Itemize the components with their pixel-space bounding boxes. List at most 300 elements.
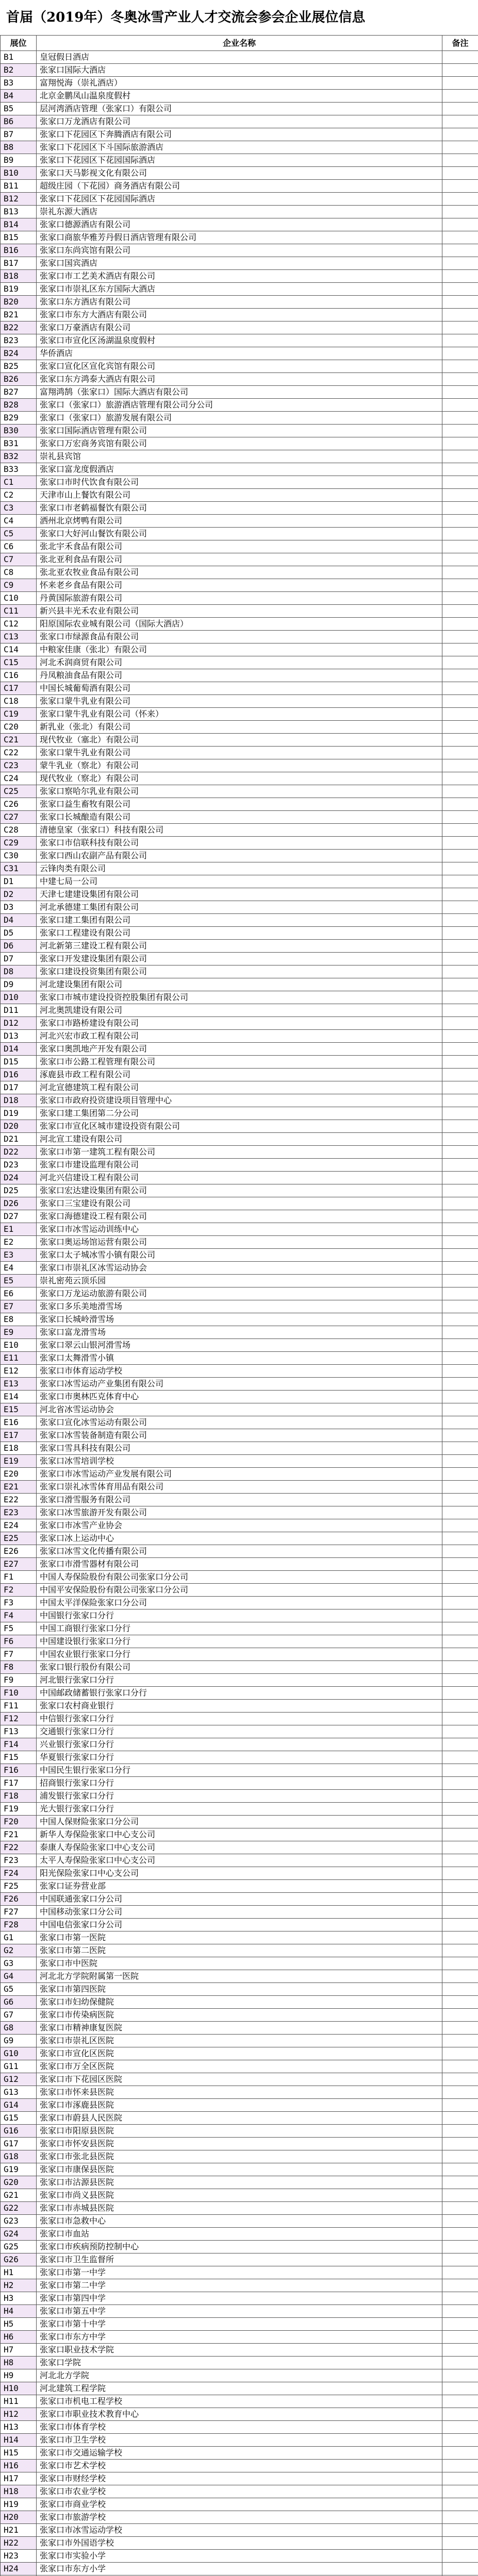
note-cell	[442, 2228, 478, 2241]
note-cell	[442, 2460, 478, 2472]
note-cell	[442, 1275, 478, 1287]
company-cell: 丹凤粮油食品有限公司	[37, 669, 442, 682]
note-cell	[442, 1056, 478, 1069]
company-cell: 张家口多乐美地滑雪场	[37, 1300, 442, 1313]
booth-cell: B24	[1, 347, 37, 360]
note-cell	[442, 128, 478, 141]
note-cell	[442, 1622, 478, 1635]
booth-cell: D21	[1, 1133, 37, 1146]
company-cell: 张家口市财经学校	[37, 2472, 442, 2485]
table-row	[1, 1635, 478, 1648]
company-cell: 河北兴宏市政工程有限公司	[37, 1030, 442, 1043]
table-row	[1, 1944, 478, 1957]
booth-cell: F6	[1, 1635, 37, 1648]
company-cell: 张家口市老鹤福餐饮有限公司	[37, 502, 442, 515]
booth-cell: G12	[1, 2073, 37, 2086]
table-row	[1, 2472, 478, 2485]
booth-cell: E10	[1, 1339, 37, 1352]
company-cell: 张家口市第十中学	[37, 2318, 442, 2331]
note-cell	[442, 605, 478, 618]
table-row	[1, 618, 478, 631]
booth-cell: H24	[1, 2563, 37, 2575]
table-row	[1, 1777, 478, 1790]
note-cell	[442, 1403, 478, 1416]
note-cell	[442, 1069, 478, 1081]
table-row	[1, 2357, 478, 2369]
booth-cell: G11	[1, 2060, 37, 2073]
booth-cell: D2	[1, 888, 37, 901]
booth-cell: F14	[1, 1738, 37, 1751]
table-row	[1, 1661, 478, 1674]
table-row	[1, 2344, 478, 2357]
company-cell: 张北亚农牧业食品有限公司	[37, 566, 442, 579]
company-cell: 张家口万宏商务宾馆有限公司	[37, 437, 442, 450]
table-row	[1, 2305, 478, 2318]
note-cell	[442, 1210, 478, 1223]
company-cell: 张家口市商业学校	[37, 2498, 442, 2511]
note-cell	[442, 1120, 478, 1133]
table-row	[1, 1790, 478, 1803]
note-cell	[442, 978, 478, 991]
company-cell: 张家口下花园区下斗国际旅游酒店	[37, 141, 442, 154]
booth-cell: E8	[1, 1313, 37, 1326]
table-row	[1, 1056, 478, 1069]
table-row	[1, 1133, 478, 1146]
company-cell: 张家口市第一医院	[37, 1931, 442, 1944]
note-cell	[442, 914, 478, 927]
company-cell: 中国联通张家口分公司	[37, 1893, 442, 1906]
table-row	[1, 1468, 478, 1481]
note-cell	[442, 1262, 478, 1275]
company-cell: 中国工商银行张家口分行	[37, 1622, 442, 1635]
table-row	[1, 2035, 478, 2047]
table-row	[1, 1378, 478, 1391]
booth-cell: F16	[1, 1764, 37, 1777]
booth-cell: H14	[1, 2434, 37, 2447]
booth-cell: B26	[1, 373, 37, 386]
company-cell: 张家口冰雪运动产业集团有限公司	[37, 1378, 442, 1391]
note-cell	[442, 785, 478, 798]
booth-cell: E19	[1, 1455, 37, 1468]
company-cell: 中国人保财险张家口分公司	[37, 1816, 442, 1828]
booth-cell: C20	[1, 721, 37, 734]
company-cell: 中粮家佳康（张北）有限公司	[37, 643, 442, 656]
booth-cell: G6	[1, 1996, 37, 2009]
note-cell	[442, 643, 478, 656]
booth-cell: G20	[1, 2176, 37, 2189]
note-cell	[442, 1352, 478, 1365]
company-cell: 张家口市冰雪运动产业发展有限公司	[37, 1468, 442, 1481]
table-row	[1, 978, 478, 991]
note-cell	[442, 1764, 478, 1777]
booth-cell: E5	[1, 1275, 37, 1287]
company-cell: 张家口蒙牛乳业有限公司	[37, 747, 442, 759]
company-cell: 张家口市精神康复医院	[37, 2022, 442, 2035]
table-row	[1, 862, 478, 875]
company-cell: 张家口市万全区医院	[37, 2060, 442, 2073]
company-cell: 河北建设集团有限公司	[37, 978, 442, 991]
company-cell: 中国电信张家口分公司	[37, 1919, 442, 1931]
company-cell: 河北北方学院	[37, 2369, 442, 2382]
booth-cell: F25	[1, 1880, 37, 1893]
note-cell	[442, 2524, 478, 2537]
table-row	[1, 283, 478, 296]
table-row	[1, 1172, 478, 1184]
table-row	[1, 1519, 478, 1532]
note-cell	[442, 1957, 478, 1970]
booth-cell: F28	[1, 1919, 37, 1931]
note-cell	[442, 540, 478, 553]
booth-cell: C6	[1, 540, 37, 553]
table-row	[1, 1738, 478, 1751]
note-cell	[442, 1803, 478, 1816]
note-cell	[442, 1790, 478, 1803]
table-row	[1, 2421, 478, 2434]
booth-cell: C17	[1, 682, 37, 695]
company-cell: 张家口东方酒店有限公司	[37, 296, 442, 309]
table-row	[1, 1455, 478, 1468]
table-row	[1, 1506, 478, 1519]
booth-cell: C11	[1, 605, 37, 618]
note-cell	[442, 2099, 478, 2112]
company-cell: 太平人寿保险张家口中心支公司	[37, 1854, 442, 1867]
table-row	[1, 2073, 478, 2086]
booth-cell: H12	[1, 2408, 37, 2421]
note-cell	[442, 669, 478, 682]
note-cell	[442, 1648, 478, 1661]
booth-cell: E25	[1, 1532, 37, 1545]
company-cell: 崇礼东源大酒店	[37, 206, 442, 218]
table-row	[1, 1906, 478, 1919]
note-cell	[442, 1159, 478, 1172]
booth-cell: B21	[1, 309, 37, 321]
booth-cell: E23	[1, 1506, 37, 1519]
booth-cell: H22	[1, 2537, 37, 2550]
company-cell: 丹黄国际旅游有限公司	[37, 592, 442, 605]
company-cell: 张家口市崇礼区医院	[37, 2035, 442, 2047]
booth-cell: E6	[1, 1287, 37, 1300]
table-row	[1, 1017, 478, 1030]
note-cell	[442, 1223, 478, 1236]
note-cell	[442, 1184, 478, 1197]
note-cell	[442, 850, 478, 862]
table-row	[1, 772, 478, 785]
table-row	[1, 1223, 478, 1236]
booth-cell: B14	[1, 218, 37, 231]
booth-cell: F24	[1, 1867, 37, 1880]
note-cell	[442, 1545, 478, 1558]
booth-cell: G10	[1, 2047, 37, 2060]
table-row	[1, 1983, 478, 1996]
booth-cell: B5	[1, 103, 37, 115]
table-row	[1, 888, 478, 901]
booth-cell: C8	[1, 566, 37, 579]
company-cell: 张家口太舞滑雪小镇	[37, 1352, 442, 1365]
table-row	[1, 231, 478, 244]
note-cell	[442, 2434, 478, 2447]
table-row	[1, 103, 478, 115]
note-cell	[442, 1468, 478, 1481]
note-cell	[442, 115, 478, 128]
note-cell	[442, 759, 478, 772]
table-row	[1, 425, 478, 437]
table-row	[1, 1674, 478, 1687]
company-cell: 现代牧业（察北）有限公司	[37, 772, 442, 785]
company-cell: 张家口开发建设集团有限公司	[37, 953, 442, 965]
booth-cell: B32	[1, 450, 37, 463]
table-row	[1, 798, 478, 811]
table-row	[1, 1751, 478, 1764]
note-cell	[442, 489, 478, 502]
booth-cell: C2	[1, 489, 37, 502]
booth-cell: D10	[1, 991, 37, 1004]
booth-cell: B30	[1, 425, 37, 437]
company-cell: 中国建设银行张家口分行	[37, 1635, 442, 1648]
table-row	[1, 2408, 478, 2421]
company-cell: 张家口市政府投资建设项目管理中心	[37, 1094, 442, 1107]
note-cell	[442, 940, 478, 953]
booth-cell: C3	[1, 502, 37, 515]
table-row	[1, 1120, 478, 1133]
company-cell: 怀来老乡食品有限公司	[37, 579, 442, 592]
table-row	[1, 1957, 478, 1970]
note-cell	[442, 309, 478, 321]
table-row	[1, 502, 478, 515]
booth-cell: G1	[1, 1931, 37, 1944]
note-cell	[442, 566, 478, 579]
note-cell	[442, 1017, 478, 1030]
table-row	[1, 1391, 478, 1403]
company-cell: 张家口滑雪服务有限公司	[37, 1494, 442, 1506]
table-row	[1, 347, 478, 360]
company-cell: 张家口国宾酒店	[37, 257, 442, 270]
table-row	[1, 2395, 478, 2408]
booth-cell: B7	[1, 128, 37, 141]
note-cell	[442, 1416, 478, 1429]
booth-cell: G14	[1, 2099, 37, 2112]
booth-cell: D14	[1, 1043, 37, 1056]
company-cell: 招商银行张家口分行	[37, 1777, 442, 1790]
note-cell	[442, 2550, 478, 2563]
table-row	[1, 1545, 478, 1558]
booth-cell: F9	[1, 1674, 37, 1687]
note-cell	[442, 631, 478, 643]
company-cell: 河北兴信建设工程有限公司	[37, 1172, 442, 1184]
table-row	[1, 1210, 478, 1223]
company-cell: 张家口市第四中学	[37, 2292, 442, 2305]
booth-cell: B2	[1, 64, 37, 77]
company-cell: 张家口万龙运动旅游有限公司	[37, 1287, 442, 1300]
booth-cell: E24	[1, 1519, 37, 1532]
company-cell: 中国民生银行张家口分行	[37, 1764, 442, 1777]
booth-cell: F12	[1, 1713, 37, 1725]
note-cell	[442, 1661, 478, 1674]
table-row	[1, 141, 478, 154]
note-cell	[442, 1365, 478, 1378]
table-row	[1, 1880, 478, 1893]
company-cell: 张家口富龙度假酒店	[37, 463, 442, 476]
booth-cell: D20	[1, 1120, 37, 1133]
note-cell	[442, 270, 478, 283]
note-cell	[442, 1713, 478, 1725]
booth-cell: B13	[1, 206, 37, 218]
company-cell: 张家口冰雪旅游开发有限公司	[37, 1506, 442, 1519]
note-cell	[442, 1751, 478, 1764]
table-row	[1, 927, 478, 940]
note-cell	[442, 244, 478, 257]
table-row	[1, 540, 478, 553]
table-row	[1, 1648, 478, 1661]
note-cell	[442, 2408, 478, 2421]
booth-cell: G21	[1, 2189, 37, 2202]
company-cell: 张家口市卫生监督所	[37, 2253, 442, 2266]
booth-cell: H18	[1, 2485, 37, 2498]
company-cell: 超级庄园（下花园）商务酒店有限公司	[37, 180, 442, 193]
table-row	[1, 2485, 478, 2498]
booth-cell: B31	[1, 437, 37, 450]
booth-cell: F2	[1, 1584, 37, 1597]
company-cell: 中国平安保险股份有限公司张家口分公司	[37, 1584, 442, 1597]
booth-cell: C27	[1, 811, 37, 824]
table-row	[1, 901, 478, 914]
booth-cell: D16	[1, 1069, 37, 1081]
note-cell	[442, 1532, 478, 1545]
note-cell	[442, 1172, 478, 1184]
booth-cell: D18	[1, 1094, 37, 1107]
booth-cell: H23	[1, 2550, 37, 2563]
table-row	[1, 2228, 478, 2241]
booth-cell: C1	[1, 476, 37, 489]
booth-cell: G15	[1, 2112, 37, 2125]
table-row	[1, 2215, 478, 2228]
booth-cell: H11	[1, 2395, 37, 2408]
note-cell	[442, 2202, 478, 2215]
booth-cell: G22	[1, 2202, 37, 2215]
note-cell	[442, 824, 478, 837]
table-row	[1, 1146, 478, 1159]
company-cell: 张家口蒙牛乳业有限公司	[37, 695, 442, 708]
booth-cell: E4	[1, 1262, 37, 1275]
table-row	[1, 747, 478, 759]
booth-cell: H16	[1, 2460, 37, 2472]
note-cell	[442, 2189, 478, 2202]
company-cell: 中建七局一公司	[37, 875, 442, 888]
table-row	[1, 1571, 478, 1584]
table-row	[1, 399, 478, 412]
note-cell	[442, 721, 478, 734]
note-cell	[442, 772, 478, 785]
booth-cell: C9	[1, 579, 37, 592]
table-row	[1, 244, 478, 257]
note-cell	[442, 2279, 478, 2292]
company-cell: 张家口宏达建设集团有限公司	[37, 1184, 442, 1197]
table-row	[1, 1287, 478, 1300]
company-cell: 中国太平洋保险张家口分公司	[37, 1597, 442, 1609]
note-cell	[442, 862, 478, 875]
company-cell: 张家口宣化冰雪运动有限公司	[37, 1416, 442, 1429]
company-cell: 崇礼县宾馆	[37, 450, 442, 463]
table-row	[1, 1094, 478, 1107]
table-row	[1, 1867, 478, 1880]
company-cell: 河北建筑工程学院	[37, 2382, 442, 2395]
company-cell: 张家口职业技术学院	[37, 2344, 442, 2357]
company-cell: 张家口太子城冰雪小镇有限公司	[37, 1249, 442, 1262]
table-row	[1, 1403, 478, 1416]
company-cell: 张家口市冰雪运动训练中心	[37, 1223, 442, 1236]
company-cell: 天津七建建设集团有限公司	[37, 888, 442, 901]
company-cell: 蒙牛乳业（察北）有限公司	[37, 759, 442, 772]
note-cell	[442, 51, 478, 64]
booth-cell: B8	[1, 141, 37, 154]
table-row	[1, 1700, 478, 1713]
company-cell: 阳原国际农业城有限公司（国际大酒店）	[37, 618, 442, 631]
booth-cell: F17	[1, 1777, 37, 1790]
note-cell	[442, 2305, 478, 2318]
table-row	[1, 1197, 478, 1210]
company-cell: 河北宣德建筑工程有限公司	[37, 1081, 442, 1094]
note-cell	[442, 953, 478, 965]
note-cell	[442, 2563, 478, 2575]
table-row	[1, 592, 478, 605]
company-cell: 北京金鹏凤山温泉度假村	[37, 90, 442, 103]
note-cell	[442, 283, 478, 296]
booth-cell: F15	[1, 1751, 37, 1764]
booth-cell: B4	[1, 90, 37, 103]
note-cell	[442, 1919, 478, 1931]
table-row	[1, 643, 478, 656]
note-cell	[442, 1687, 478, 1700]
company-cell: 张家口市艺术学校	[37, 2460, 442, 2472]
note-cell	[442, 837, 478, 850]
booth-cell: F11	[1, 1700, 37, 1713]
table-row	[1, 1004, 478, 1017]
note-cell	[442, 1700, 478, 1713]
note-cell	[442, 1481, 478, 1494]
booth-cell: H5	[1, 2318, 37, 2331]
table-row	[1, 734, 478, 747]
note-cell	[442, 811, 478, 824]
booth-cell: D12	[1, 1017, 37, 1030]
table-row	[1, 2253, 478, 2266]
table-row	[1, 1442, 478, 1455]
booth-cell: B23	[1, 334, 37, 347]
note-cell	[442, 1004, 478, 1017]
table-row	[1, 1816, 478, 1828]
booth-cell: D5	[1, 927, 37, 940]
table-row	[1, 1107, 478, 1120]
booth-cell: G2	[1, 1944, 37, 1957]
booth-cell: F23	[1, 1854, 37, 1867]
table-row	[1, 2047, 478, 2060]
header-company: 企业名称	[37, 36, 442, 51]
booth-cell: C21	[1, 734, 37, 747]
note-cell	[442, 2125, 478, 2138]
company-cell: 中信银行张家口分行	[37, 1713, 442, 1725]
note-cell	[442, 373, 478, 386]
note-cell	[442, 2022, 478, 2035]
company-cell: 张家口市东方中学	[37, 2331, 442, 2344]
company-cell: 张家口市崇礼区东方国际大酒店	[37, 283, 442, 296]
booth-cell: C26	[1, 798, 37, 811]
table-row	[1, 1159, 478, 1172]
company-cell: 洒州北京烤鸭有限公司	[37, 515, 442, 528]
company-cell: 阳光保险张家口中心支公司	[37, 1867, 442, 1880]
note-cell	[442, 1030, 478, 1043]
table-row	[1, 90, 478, 103]
note-cell	[442, 1725, 478, 1738]
company-cell: 张家口海德建设工程有限公司	[37, 1210, 442, 1223]
note-cell	[442, 257, 478, 270]
